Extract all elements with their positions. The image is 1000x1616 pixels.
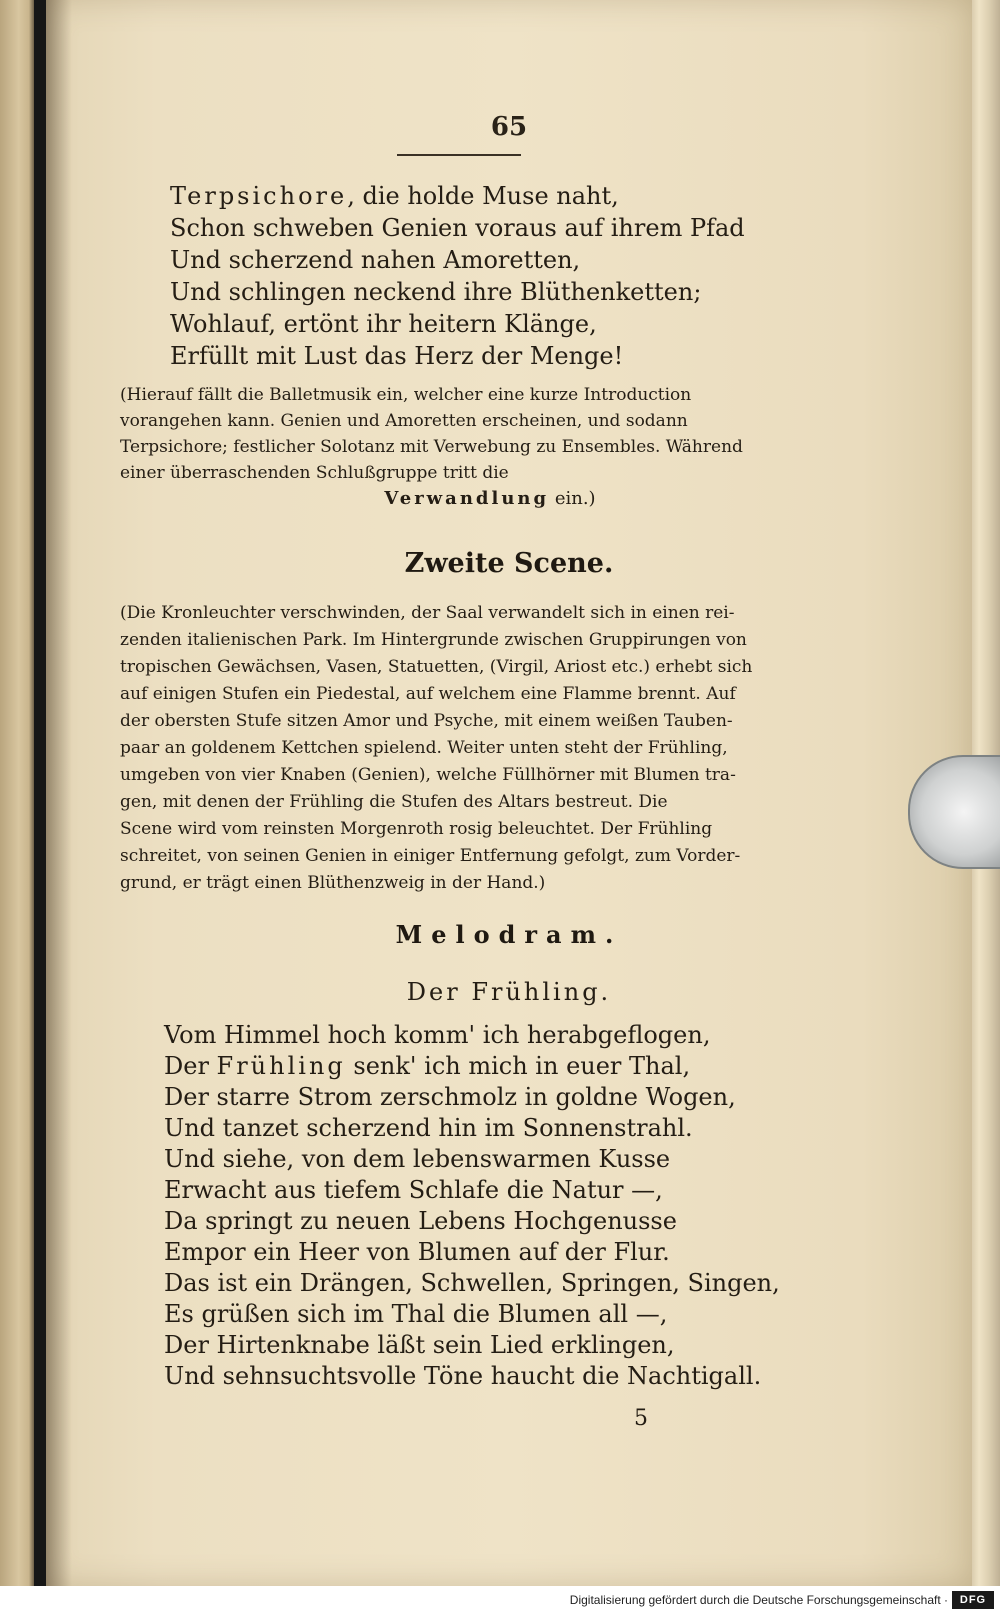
signature-mark: 5 <box>634 1406 648 1431</box>
character-name: Frühling <box>216 1052 346 1080</box>
stage-line: der obersten Stufe sitzen Amor und Psyche, mit einem weißen Tauben- <box>120 711 733 731</box>
verse-line: Empor ein Heer von Blumen auf der Flur. <box>164 1238 670 1266</box>
verse-line: Das ist ein Drängen, Schwellen, Springen, Singen, <box>164 1269 780 1297</box>
verse-line: Und siehe, von dem lebenswarmen Kusse <box>164 1145 671 1173</box>
verse-line: Erwacht aus tiefem Schlafe die Natur —, <box>164 1176 663 1204</box>
verse-line: Der starre Strom zerschmolz in goldne Wogen, <box>164 1083 736 1111</box>
verse-line: Erfüllt mit Lust das Herz der Menge! <box>170 342 624 370</box>
header-rule <box>397 154 521 156</box>
stage-line: (Hierauf fällt die Balletmusik ein, welcher eine kurze Introduction <box>120 385 692 405</box>
stage-line: vorangehen kann. Genien und Amoretten erscheinen, und sodann <box>120 411 688 431</box>
stage-line: auf einigen Stufen ein Piedestal, auf welchem eine Flamme brennt. Auf <box>120 684 736 704</box>
stage-line: Terpsichore; festlicher Solotanz mit Verwebung zu Ensembles. Während <box>120 437 743 457</box>
facing-page-edge <box>0 0 34 1586</box>
stage-line: umgeben von vier Knaben (Genien), welche Füllhörner mit Blumen tra- <box>120 765 736 785</box>
stage-line: (Die Kronleuchter verschwinden, der Saal verwandelt sich in einen rei- <box>120 603 735 623</box>
verse-line: Schon schweben Genien voraus auf ihrem Pfad <box>170 214 745 242</box>
book-page <box>46 0 972 1586</box>
verse-line: Und scherzend nahen Amoretten, <box>170 246 581 274</box>
verse-line: Und sehnsuchtsvolle Töne haucht die Nachtigall. <box>164 1362 762 1390</box>
stage-line: schreitet, von seinen Genien in einiger Entfernung gefolgt, zum Vorder- <box>120 846 741 866</box>
verse-line: Und tanzet scherzend hin im Sonnenstrahl. <box>164 1114 693 1142</box>
verse-line: Da springt zu neuen Lebens Hochgenusse <box>164 1207 677 1235</box>
verse-line: Der Hirtenknabe läßt sein Lied erklingen, <box>164 1331 675 1359</box>
stage-line: gen, mit denen der Frühling die Stufen des Altars bestreut. Die <box>120 792 668 812</box>
verse-line: Es grüßen sich im Thal die Blumen all —, <box>164 1300 668 1328</box>
stage-direction-park <box>120 600 860 897</box>
stage-line: Scene wird vom reinsten Morgenroth rosig beleuchtet. Der Frühling <box>120 819 713 839</box>
page-number: 65 <box>490 112 528 142</box>
verse-block-spring <box>164 1020 780 1392</box>
stage-line: grund, er trägt einen Blüthenzweig in der Hand.) <box>120 873 546 893</box>
melodram-heading: Melodram. <box>395 920 623 949</box>
verse-line: Und schlingen neckend ihre Blüthenketten; <box>170 278 702 306</box>
footer-credit: Digitalisierung gefördert durch die Deutsche Forschungsgemeinschaft · <box>569 1593 948 1607</box>
verse-line: Vom Himmel hoch komm' ich herabgeflogen, <box>164 1021 711 1049</box>
stage-line: einer überraschenden Schlußgruppe tritt die <box>120 463 509 483</box>
character-name: Terpsichore <box>170 182 348 210</box>
dfg-logo: DFG <box>952 1591 994 1609</box>
stage-line-transformation: Verwandlung ein.) <box>384 488 596 509</box>
digitization-footer <box>0 1586 1000 1616</box>
verse-line: Terpsichore, die holde Muse naht, <box>170 182 619 210</box>
stage-line: zenden italienischen Park. Im Hintergrunde zwischen Gruppirungen von <box>120 630 747 650</box>
verse-block-top <box>170 180 745 372</box>
stage-line: paar an goldenem Kettchen spielend. Weiter unten steht der Frühling, <box>120 738 728 758</box>
stage-direction-ballet <box>120 382 860 512</box>
scene-title: Zweite Scene. <box>404 548 614 579</box>
verse-line: Der Frühling senk' ich mich in euer Thal, <box>164 1052 691 1080</box>
emphasis-verwandlung: Verwandlung <box>384 488 550 509</box>
verse-line: Wohlauf, ertönt ihr heitern Klänge, <box>170 310 597 338</box>
stage-line: tropischen Gewächsen, Vasen, Statuetten, (Virgil, Ariost etc.) erhebt sich <box>120 657 753 677</box>
speaker-name: Der Frühling. <box>406 978 612 1006</box>
gutter-shadow <box>46 0 72 1586</box>
